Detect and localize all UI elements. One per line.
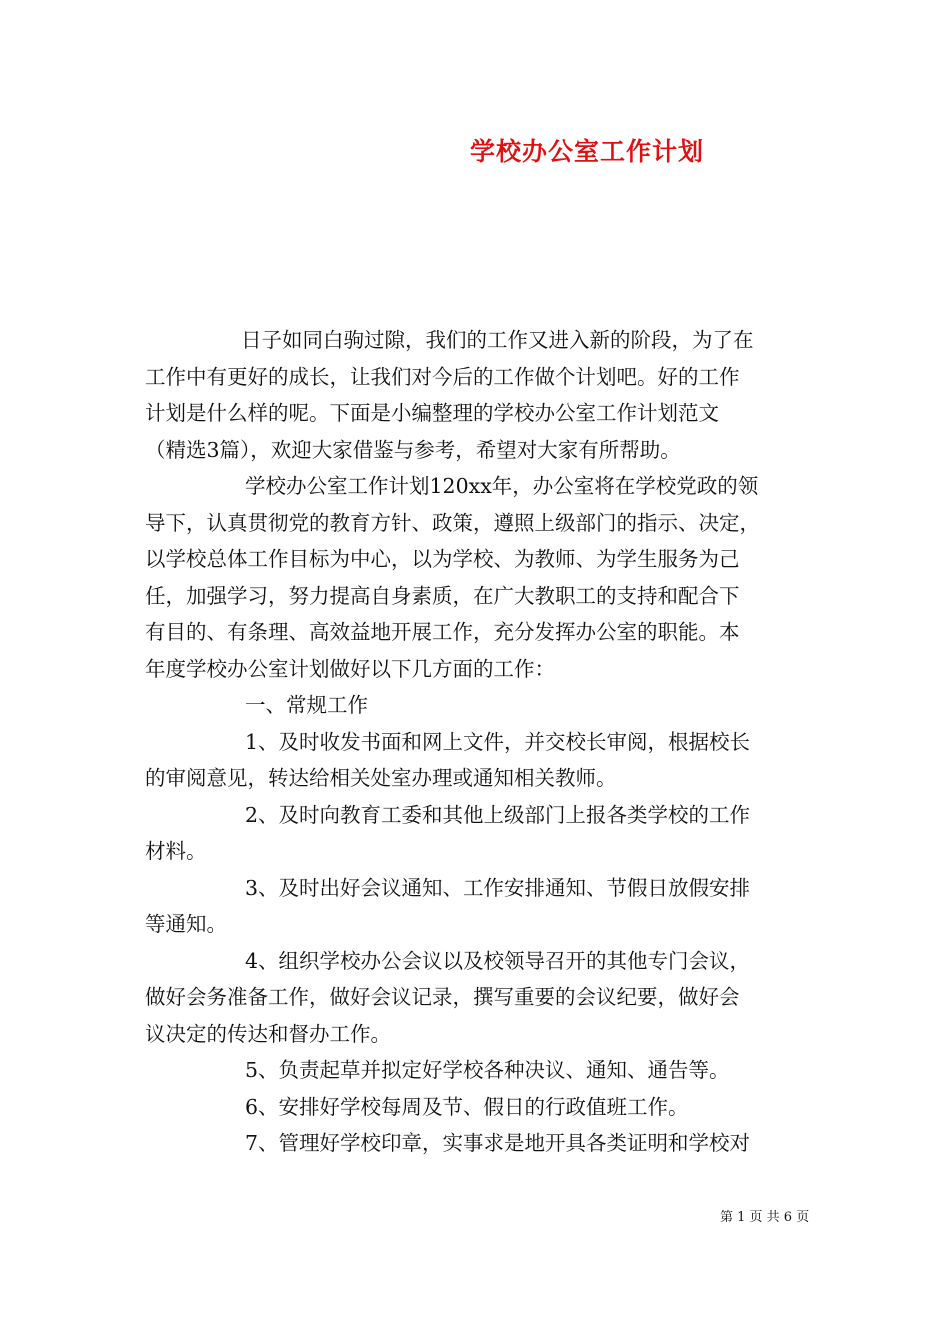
body-line: 计划是什么样的呢。下面是小编整理的学校办公室工作计划范文 — [145, 401, 719, 425]
body-line: 有目的、有条理、高效益地开展工作，充分发挥办公室的职能。本 — [145, 620, 740, 644]
body-line: 工作中有更好的成长，让我们对今后的工作做个计划吧。好的工作 — [145, 364, 740, 389]
document-body — [145, 322, 815, 1162]
body-line: 年度学校办公室计划做好以下几方面的工作： — [145, 656, 555, 681]
body-line: 日子如同白驹过隙，我们的工作又进入新的阶段，为了在 — [241, 328, 754, 352]
list-item-line: 7、管理好学校印章，实事求是地开具各类证明和学校对 — [245, 1131, 751, 1155]
body-line: （精选3篇），欢迎大家借鉴与参考，希望对大家有所帮助。 — [145, 437, 681, 462]
list-item-line: 3、及时出好会议通知、工作安排通知、节假日放假安排 — [245, 875, 751, 900]
body-line: 任，加强学习，努力提高自身素质，在广大教职工的支持和配合下 — [145, 583, 740, 608]
list-item-line: 1、及时收发书面和网上文件，并交校长审阅，根据校长 — [245, 729, 751, 754]
body-line: 的审阅意见，转达给相关处室办理或通知相关教师。 — [145, 766, 617, 790]
list-item-line: 4、组织学校办公会议以及校领导召开的其他专门会议， — [245, 948, 751, 973]
document-title: 学校办公室工作计划 — [470, 137, 705, 166]
list-item-line: 5、负责起草并拟定好学校各种决议、通知、通告等。 — [245, 1058, 730, 1082]
body-line: 做好会务准备工作，做好会议记录，撰写重要的会议纪要，做好会 — [145, 985, 740, 1009]
body-line: 等通知。 — [145, 912, 227, 936]
section-heading: 一、常规工作 — [245, 693, 368, 717]
body-line: 学校办公室工作计划120xx年，办公室将在学校党政的领 — [245, 474, 759, 498]
body-line: 材料。 — [145, 839, 207, 863]
list-item-line: 2、及时向教育工委和其他上级部门上报各类学校的工作 — [245, 802, 751, 827]
list-item-line: 6、安排好学校每周及节、假日的行政值班工作。 — [245, 1094, 689, 1119]
body-line: 以学校总体工作目标为中心，以为学校、为教师、为学生服务为己 — [145, 547, 740, 571]
body-line: 导下，认真贯彻党的教育方针、政策，遵照上级部门的指示、决定， — [145, 510, 760, 535]
body-line: 议决定的传达和督办工作。 — [145, 1021, 391, 1046]
page-footer: 第 1 页 共 6 页 — [720, 1210, 810, 1225]
